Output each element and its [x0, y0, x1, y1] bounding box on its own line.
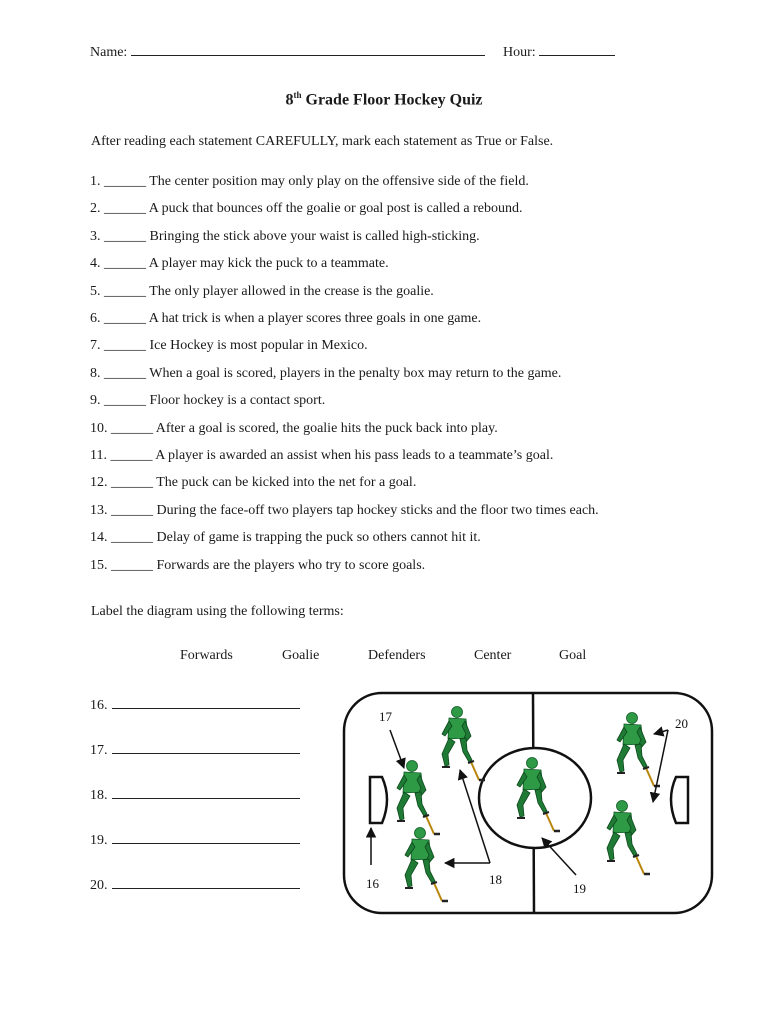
question-number: 13.	[90, 503, 108, 518]
answer-blank[interactable]: ______	[104, 229, 146, 244]
answer-blank[interactable]: ______	[104, 338, 146, 353]
question-number: 11.	[90, 448, 107, 463]
question-number: 10.	[90, 421, 108, 436]
question-3	[90, 229, 480, 245]
page-title: 8th Grade Floor Hockey Quiz	[285, 90, 483, 109]
question-text: Delay of game is trapping the puck so others cannot hit it.	[156, 530, 481, 545]
label-17-line[interactable]	[112, 741, 300, 754]
answer-blank[interactable]: ______	[104, 174, 146, 189]
label-20-line[interactable]	[112, 876, 300, 889]
label-19: 19.	[90, 831, 300, 849]
question-text: During the face-off two players tap hockey sticks and the floor two times each.	[156, 503, 599, 518]
answer-blank[interactable]: ______	[104, 311, 146, 326]
name-blank-line[interactable]	[131, 55, 485, 56]
answer-blank[interactable]: ______	[104, 256, 146, 271]
label-instructions: Label the diagram using the following terms:	[91, 604, 344, 619]
left-goal	[370, 777, 387, 823]
question-11	[90, 448, 553, 464]
answer-blank[interactable]: ______	[104, 393, 146, 408]
question-text: When a goal is scored, players in the penalty box may return to the game.	[149, 366, 562, 381]
answer-blank[interactable]: ______	[111, 530, 153, 545]
question-15	[90, 558, 425, 574]
hour-blank-line[interactable]	[539, 55, 615, 56]
name-label: Name:	[90, 45, 128, 60]
answer-blank[interactable]: ______	[111, 558, 153, 573]
question-7	[90, 338, 368, 354]
term-goalie: Goalie	[282, 648, 320, 663]
term-center: Center	[474, 648, 512, 663]
label-20: 20.	[90, 876, 300, 894]
label-16: 16.	[90, 696, 300, 714]
question-5	[90, 284, 434, 300]
question-number: 14.	[90, 530, 108, 545]
callout-16: 16	[366, 876, 379, 891]
question-14	[90, 530, 481, 546]
question-number: 8.	[90, 366, 101, 381]
label-17: 17.	[90, 741, 300, 759]
question-10	[90, 421, 498, 437]
question-number: 3.	[90, 229, 101, 244]
answer-blank[interactable]: ______	[104, 366, 146, 381]
question-4	[90, 256, 389, 272]
question-text: A puck that bounces off the goalie or goal post is called a rebound.	[148, 201, 523, 216]
label-18-line[interactable]	[112, 786, 300, 799]
question-text: Forwards are the players who try to score goals.	[156, 558, 426, 573]
question-text: Ice Hockey is most popular in Mexico.	[149, 338, 368, 353]
question-number: 4.	[90, 256, 101, 271]
term-goal: Goal	[559, 648, 587, 663]
answer-blank[interactable]: ______	[111, 475, 153, 490]
question-text: A hat trick is when a player scores three goals in one game.	[148, 311, 482, 326]
question-text: The puck can be kicked into the net for a goal.	[156, 475, 417, 490]
answer-blank[interactable]: ______	[111, 421, 153, 436]
answer-blank[interactable]: ______	[110, 448, 153, 463]
answer-blank[interactable]: ______	[111, 503, 153, 518]
callout-19: 19	[573, 881, 586, 896]
callout-17: 17	[379, 709, 392, 724]
term-defenders: Defenders	[368, 648, 426, 663]
question-text: A player is awarded an assist when his pass leads to a teammate’s goal.	[155, 448, 554, 463]
question-number: 2.	[90, 201, 101, 216]
hour-field	[503, 45, 615, 61]
label-16-line[interactable]	[112, 696, 300, 709]
name-field	[90, 45, 485, 61]
question-text: Floor hockey is a contact sport.	[149, 393, 326, 408]
question-number: 1.	[90, 174, 101, 189]
question-9	[90, 393, 325, 409]
question-text: A player may kick the puck to a teammate.	[148, 256, 389, 271]
question-number: 7.	[90, 338, 101, 353]
question-text: After a goal is scored, the goalie hits the puck back into play.	[155, 421, 498, 436]
question-number: 15.	[90, 558, 108, 573]
question-number: 12.	[90, 475, 108, 490]
answer-blank[interactable]: ______	[104, 284, 146, 299]
term-forwards: Forwards	[180, 648, 233, 663]
question-text: The center position may only play on the offensive side of the field.	[149, 174, 529, 189]
instructions: After reading each statement CAREFULLY, mark each statement as True or False.	[91, 134, 554, 149]
hour-label: Hour:	[503, 45, 536, 60]
question-13	[90, 503, 599, 519]
question-2	[90, 201, 523, 217]
question-1	[90, 174, 529, 190]
question-12	[90, 475, 416, 491]
question-number: 5.	[90, 284, 101, 299]
right-goal	[671, 777, 688, 823]
question-8	[90, 366, 561, 382]
rink-diagram	[342, 690, 716, 916]
answer-blank[interactable]: ______	[104, 201, 146, 216]
label-18: 18.	[90, 786, 300, 804]
question-text: Bringing the stick above your waist is called high-sticking.	[149, 229, 480, 244]
question-number: 6.	[90, 311, 101, 326]
question-6	[90, 311, 481, 327]
question-text: The only player allowed in the crease is the goalie.	[149, 284, 434, 299]
callout-18: 18	[489, 872, 502, 887]
label-19-line[interactable]	[112, 831, 300, 844]
callout-20: 20	[675, 716, 688, 731]
question-number: 9.	[90, 393, 101, 408]
